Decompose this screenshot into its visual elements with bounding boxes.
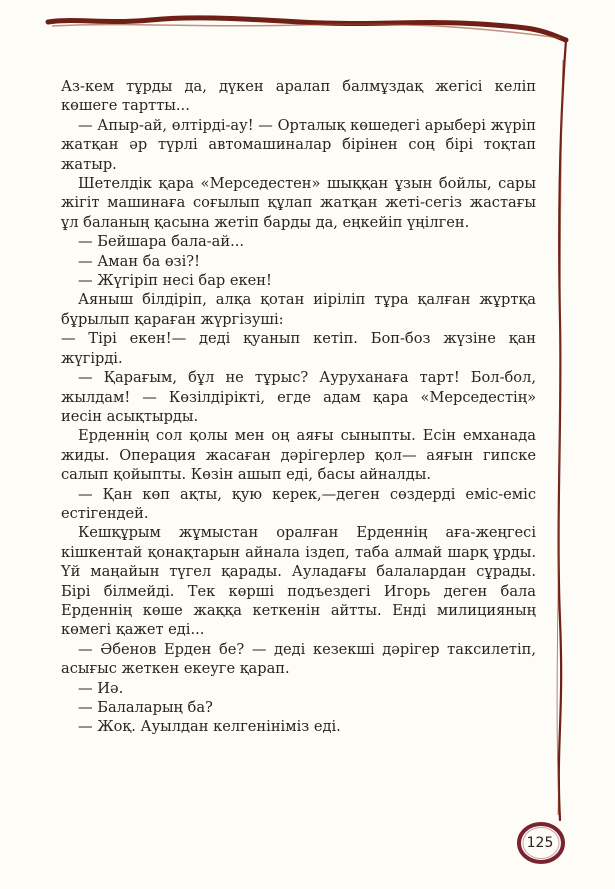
page-number: 125 xyxy=(526,835,554,851)
paragraph: Кешқұрым жұмыстан оралған Ерденнің аға-жеңгесі кішкентай қонақтарын айнала іздеп, таба алмай шарқ ұрды. Үй маңайын түгел қарады. Ауладағы балалардан сұрады. Бірі білмейді. Тек көрші подъездегі Игорь деген бала Ерденнің көше жаққа кеткенін айтты. Енді милицияның көмегі қажет еді... xyxy=(61,524,536,639)
paragraph: — Жүгіріп несі бар екен! xyxy=(78,272,272,290)
body-text xyxy=(61,77,536,737)
right-border-stroke xyxy=(559,40,566,820)
paragraph: — Бейшара бала-ай... xyxy=(78,233,245,251)
paragraph: — Қарағым, бұл не тұрыс? Ауруханаға тарт! Бол-бол, жылдам! — Көзілдірікті, егде адам қара «Мерседестің» иесін асықтырды. xyxy=(61,369,536,425)
paragraph: — Жоқ. Ауылдан келгенініміз еді. xyxy=(78,718,341,736)
paragraph: — Балаларың ба? xyxy=(78,699,213,716)
paragraph: — Аман ба өзі?! xyxy=(78,252,200,270)
paragraph: Аз-кем тұрды да, дүкен аралап балмұздақ жегісі келіп көшеге тартты... xyxy=(61,78,536,115)
paragraph: — Әбенов Ерден бе? — деді кезекші дәрігер таксилетіп, асығыс жеткен екеуге қарап. xyxy=(61,640,536,678)
paragraph: — Иә. xyxy=(78,679,124,697)
paragraph: Аяныш білдіріп, алқа қотан иіріліп тұра қалған жұртқа бұрылып қараған жүргізуші: xyxy=(61,291,536,328)
paragraph: Шетелдік қара «Мерседестен» шыққан ұзын бойлы, сары жігіт машинаға соғылып құлап жатқан жеті-сегіз жастағы ұл баланың қасына жетіп барды да, еңкейіп үңілген. xyxy=(61,175,536,231)
paragraph: — Апыр-ай, өлтірді-ау! — Орталық көшедегі арыбері жүріп жатқан әр түрлі автомашиналар бірінен соң бірі тоқтап жатыр. xyxy=(61,116,536,173)
paragraph: — Қан көп ақты, қую керек,—деген сөздерді еміс-еміс естігендей. xyxy=(61,485,536,522)
top-border-stroke xyxy=(48,18,566,40)
paragraph: Ерденнің сол қолы мен оң аяғы сыныпты. Есін емханада жиды. Операция жасаған дәрігерлер қол— аяғын гипске салып қойыпты. Көзін ашып еді, басы айналды. xyxy=(61,427,536,484)
paragraph: — Тірі екен!— деді қуанып кетіп. Боп-боз жүзіне қан жүгірді. xyxy=(61,330,536,367)
